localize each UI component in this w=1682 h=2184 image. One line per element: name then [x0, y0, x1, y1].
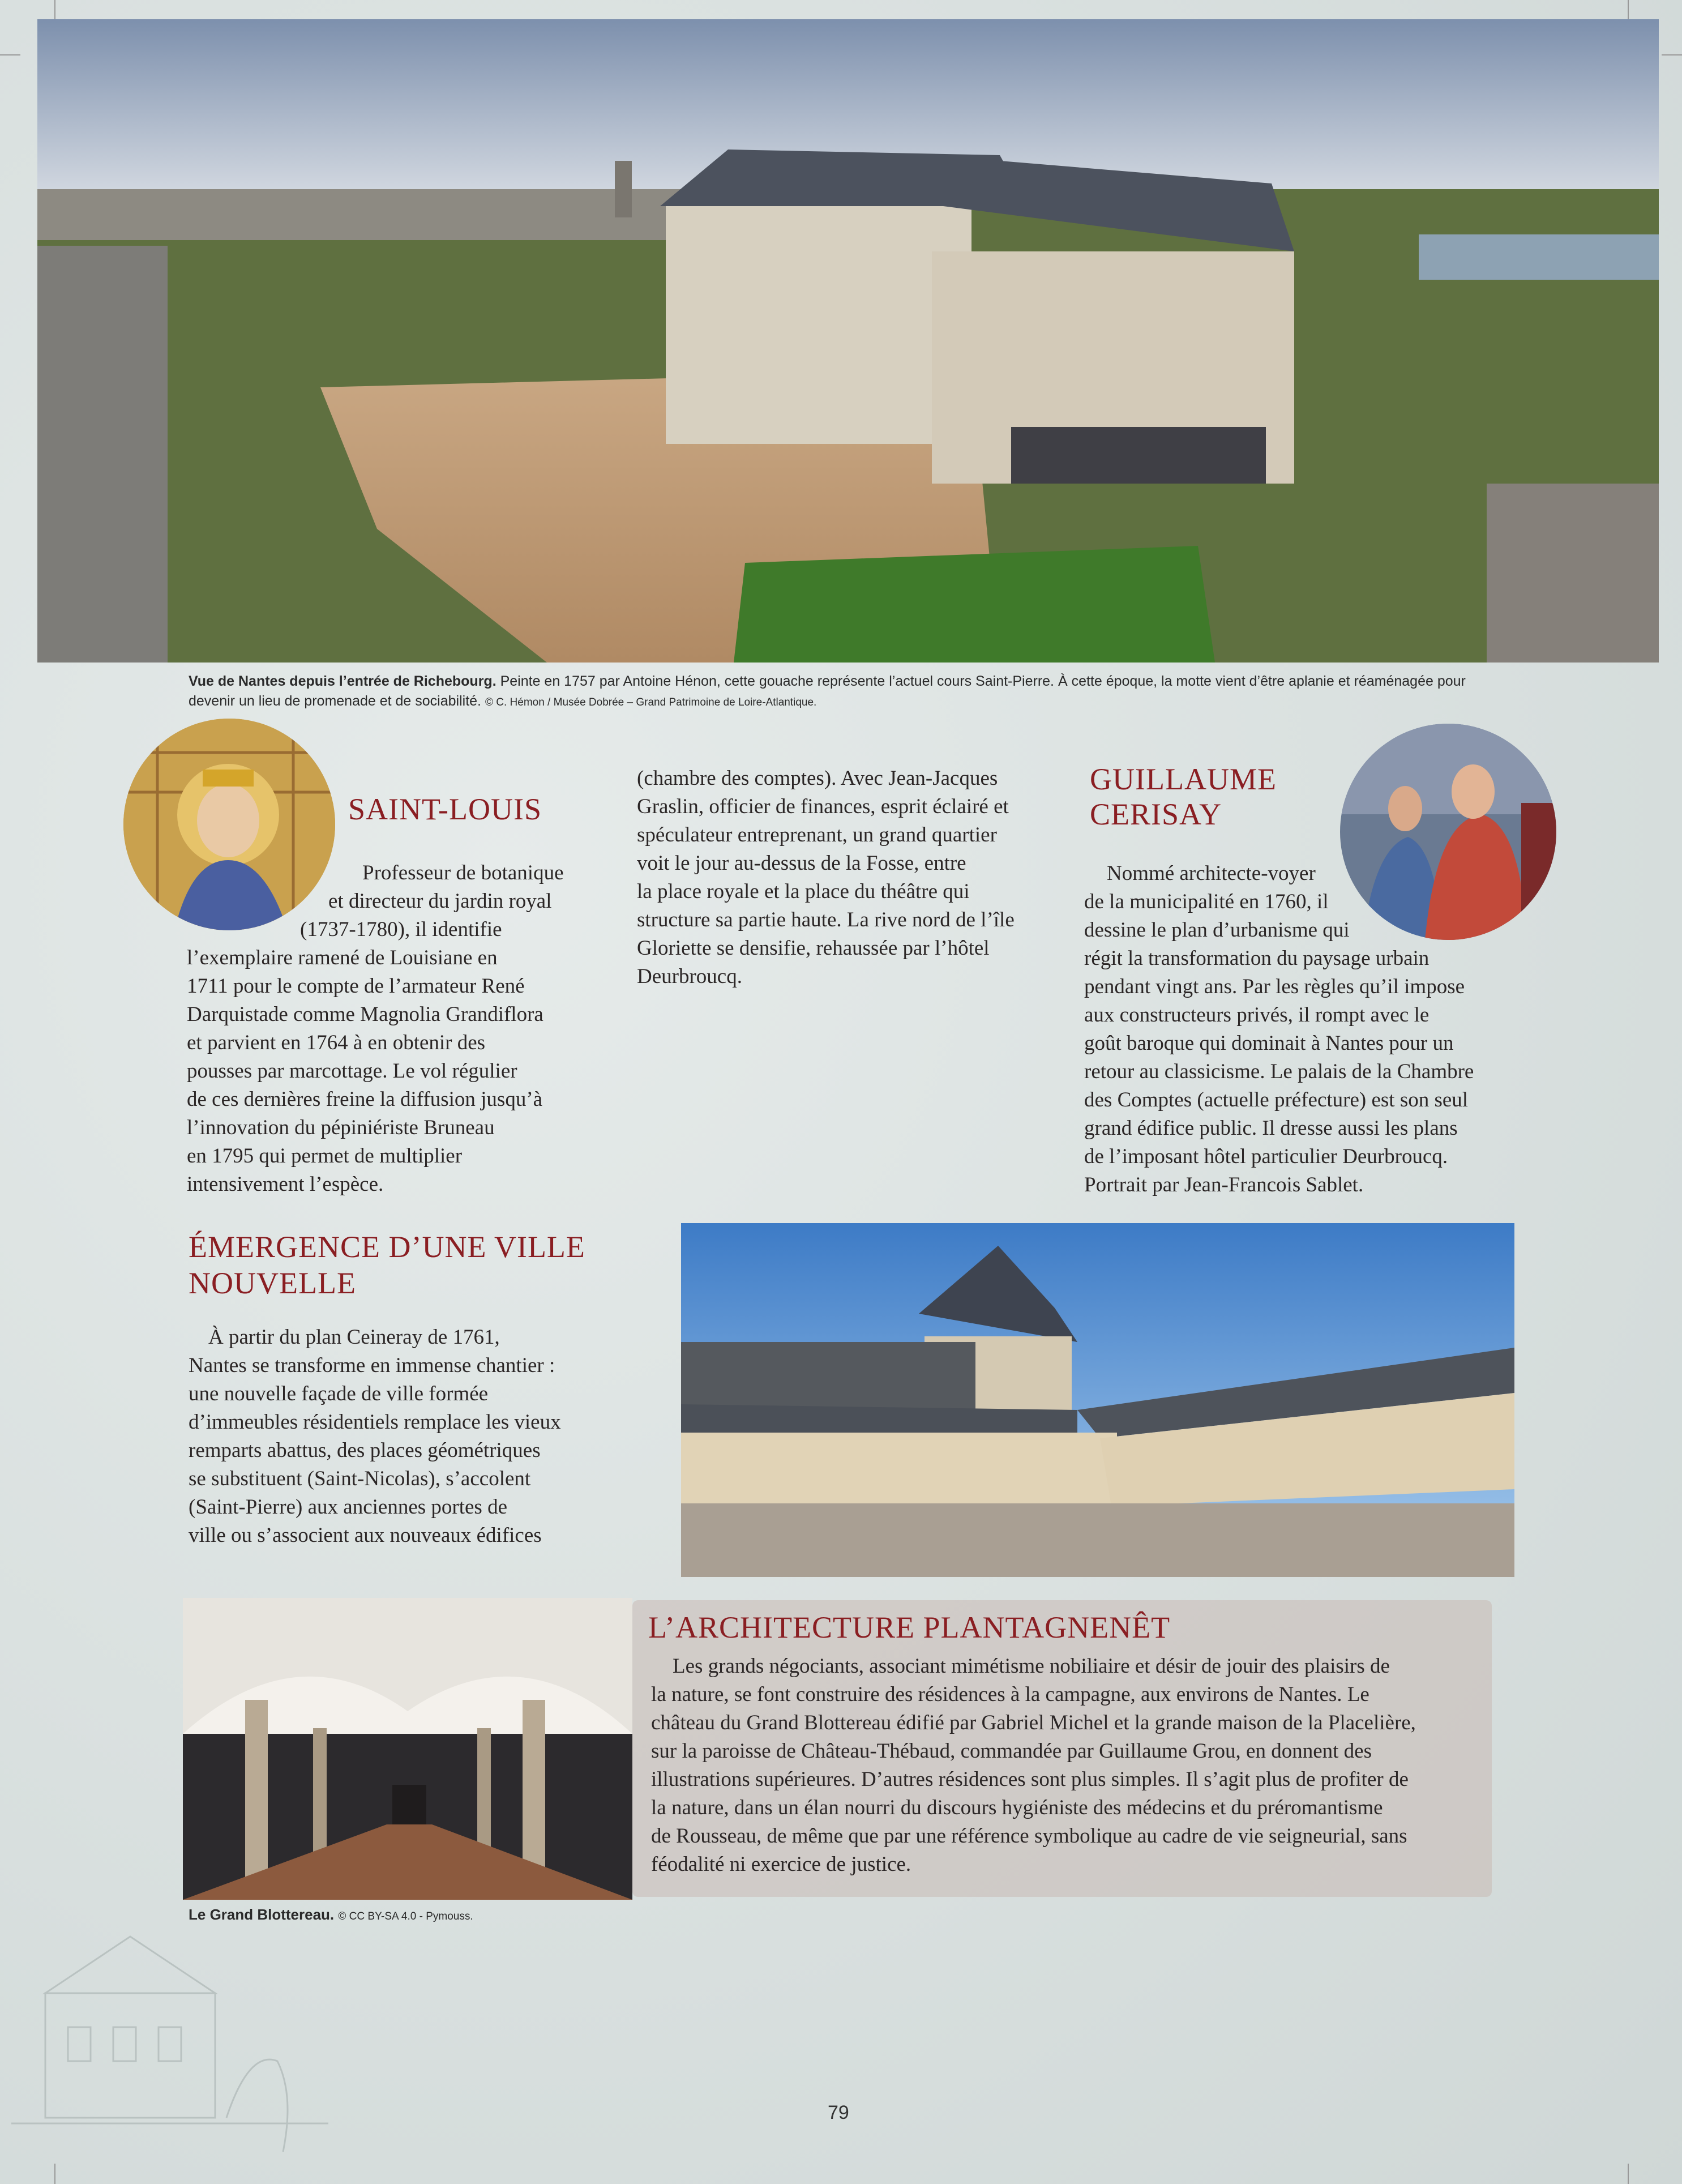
caption-text: Peinte en 1757 par Antoine Hénon, cette gouache représente l’actuel cours Saint-Pierre. À cette époque, la motte vient d’être aplanie et réaménagée pour devenir un lieu de promenade et de sociabilité. [189, 673, 1466, 709]
text-line: illustrations supérieures. D’autres résidences sont plus simples. Il s’agit plus de profiter de [651, 1768, 1409, 1791]
middle-column-text [637, 764, 1045, 991]
text-line: Portrait par Jean-Francois Sablet. [1084, 1173, 1364, 1196]
text-line: de ces dernières freine la diffusion jusqu’à [187, 1088, 543, 1111]
text-line: goût baroque qui dominait à Nantes pour un [1084, 1032, 1454, 1055]
text-line: (chambre des comptes). Avec Jean-Jacques [637, 767, 998, 790]
crop-mark [1628, 2164, 1629, 2184]
text-line: régit la transformation du paysage urbain [1084, 947, 1430, 970]
text-line: la nature, se font construire des résidences à la campagne, aux environs de Nantes. Le [651, 1683, 1369, 1706]
crop-mark [1628, 0, 1629, 20]
text-line: pousses par marcottage. Le vol régulier [187, 1059, 517, 1083]
saint-louis-text [187, 859, 583, 1199]
text-line: de Rousseau, de même que par une référence symbolique au cadre de vie seigneurial, sans [651, 1824, 1407, 1848]
text-line: la nature, dans un élan nourri du discours hygiéniste des médecins et du préromantisme [651, 1796, 1383, 1819]
plantagenet-title: L’ARCHITECTURE PLANTAGNENÊT [648, 1610, 1171, 1644]
text-line: se substituent (Saint-Nicolas), s’accolent [189, 1467, 531, 1490]
text-line: (Saint-Pierre) aux anciennes portes de [189, 1495, 508, 1519]
top-photo-caption [189, 672, 1508, 712]
text-line: une nouvelle façade de ville formée [189, 1382, 489, 1405]
text-line: féodalité ni exercice de justice. [651, 1853, 911, 1876]
text-line: Les grands négociants, associant mimétisme nobiliaire et désir de jouir des plaisirs de [673, 1655, 1390, 1678]
text-line: Nommé architecte-voyer [1107, 862, 1316, 885]
text-line: aux constructeurs privés, il rompt avec le [1084, 1003, 1430, 1027]
text-line: des Comptes (actuelle préfecture) est son seul [1084, 1088, 1469, 1112]
crop-mark [54, 2164, 55, 2184]
courtyard-photo [681, 1223, 1514, 1577]
caption-title: Le Grand Blottereau. [189, 1906, 335, 1923]
text-line: À partir du plan Ceineray de 1761, [208, 1326, 500, 1349]
text-line: structure sa partie haute. La rive nord de l’île [637, 908, 1015, 931]
emergence-title [189, 1229, 585, 1301]
text-line: Nantes se transforme en immense chantier : [189, 1354, 555, 1377]
text-line: dessine le plan d’urbanisme qui [1084, 918, 1350, 942]
text-line: d’immeubles résidentiels remplace les vieux [189, 1411, 561, 1434]
crop-mark [1662, 54, 1682, 55]
caption-title: Vue de Nantes depuis l’entrée de Richebourg. [189, 673, 497, 689]
text-line: et parvient en 1764 à en obtenir des [187, 1031, 486, 1054]
plantagenet-text [651, 1652, 1483, 1879]
caption-credit: © C. Hémon / Musée Dobrée – Grand Patrimoine de Loire-Atlantique. [485, 696, 817, 708]
page-number: 79 [828, 2102, 849, 2123]
text-line: grand édifice public. Il dresse aussi les plans [1084, 1117, 1458, 1140]
text-line: 1711 pour le compte de l’armateur René [187, 975, 525, 998]
grand-blottereau-photo [183, 1598, 632, 1900]
text-line: l’exemplaire ramené de Louisiane en [187, 946, 498, 969]
top-photo-nantes-castle [37, 19, 1659, 663]
text-line: de la municipalité en 1760, il [1084, 890, 1329, 913]
cerisay-title-line2: CERISAY [1090, 797, 1222, 831]
text-line: (1737-1780), il identifie [300, 918, 502, 941]
crop-mark [54, 0, 55, 20]
caption-credit: © CC BY-SA 4.0 - Pymouss. [338, 1911, 473, 1922]
text-line: de l’imposant hôtel particulier Deurbroucq. [1084, 1145, 1448, 1168]
text-line: remparts abattus, des places géométriques [189, 1439, 541, 1462]
text-line: Graslin, officier de finances, esprit éclairé et [637, 795, 1009, 818]
text-line: pendant vingt ans. Par les règles qu’il impose [1084, 975, 1465, 998]
emergence-title-line1: ÉMERGENCE D’UNE VILLE [189, 1230, 585, 1264]
text-line: retour au classicisme. Le palais de la Chambre [1084, 1060, 1474, 1083]
text-line: intensivement l’espèce. [187, 1173, 384, 1196]
text-line: Gloriette se densifie, rehaussée par l’hôtel [637, 937, 990, 960]
text-line: spéculateur entreprenant, un grand quartier [637, 823, 997, 847]
sketch-decoration [11, 1880, 328, 2163]
text-line: la place royale et la place du théâtre qui [637, 880, 970, 903]
text-line: voit le jour au-dessus de la Fosse, entre [637, 852, 966, 875]
emergence-title-line2: NOUVELLE [189, 1266, 356, 1300]
emergence-text [189, 1323, 624, 1550]
text-line: Professeur de botanique [362, 861, 564, 884]
text-line: et directeur du jardin royal [328, 890, 552, 913]
text-line: ville ou s’associent aux nouveaux édifices [189, 1524, 542, 1547]
text-line: Darquistade comme Magnolia Grandiflora [187, 1003, 543, 1026]
crop-mark [0, 54, 20, 55]
text-line: Deurbroucq. [637, 965, 742, 988]
text-line: château du Grand Blottereau édifié par Gabriel Michel et la grande maison de la Placelière, [651, 1711, 1416, 1734]
text-line: sur la paroisse de Château-Thébaud, commandée par Guillaume Grou, en donnent des [651, 1739, 1372, 1763]
cerisay-title [1090, 762, 1277, 832]
cerisay-title-line1: GUILLAUME [1090, 762, 1277, 796]
text-line: en 1795 qui permet de multiplier [187, 1144, 463, 1168]
cerisay-text [1084, 860, 1514, 1199]
saint-louis-title: SAINT-LOUIS [348, 792, 542, 826]
text-line: l’innovation du pépiniériste Bruneau [187, 1116, 495, 1139]
